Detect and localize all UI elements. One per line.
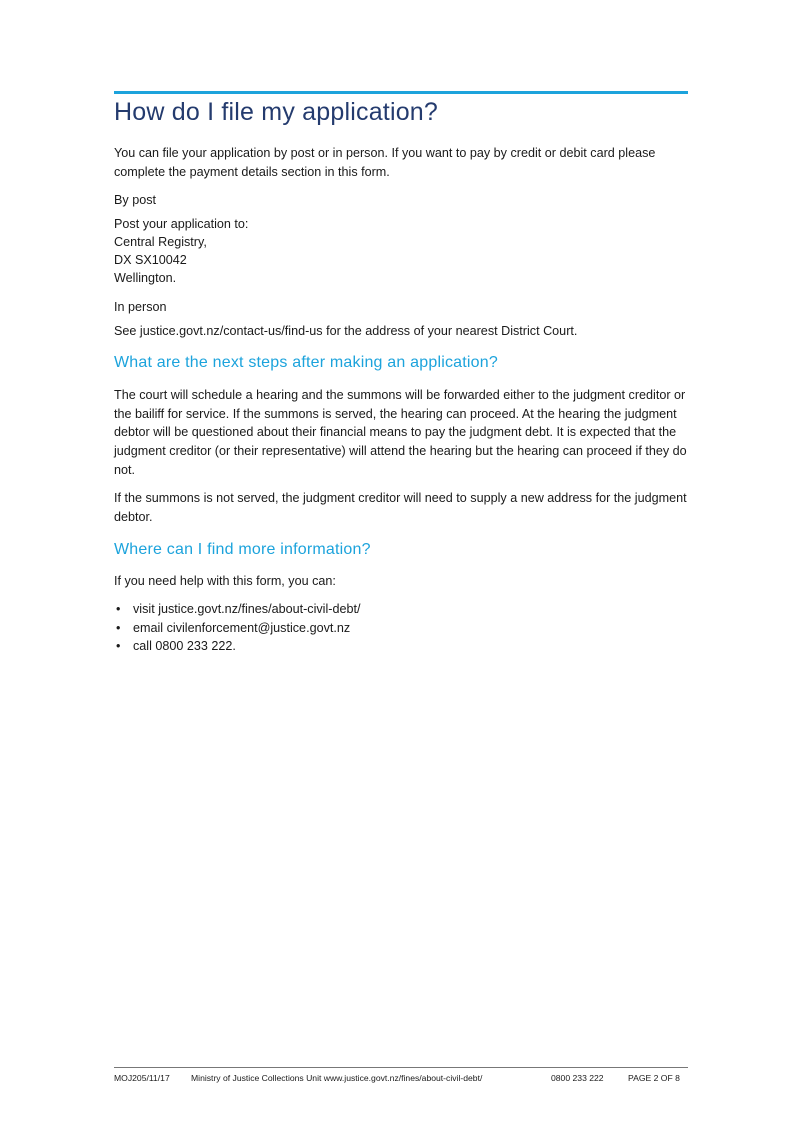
list-item-text: email civilenforcement@justice.govt.nz [133,620,351,635]
bullet-icon: • [116,639,121,654]
next-steps-heading: What are the next steps after making an application? [114,354,498,371]
more-info-heading: Where can I find more information? [114,541,371,558]
intro-paragraph: You can file your application by post or in person. If you want to pay by credit or debit card please complete the payment details section in this form. [114,146,656,179]
post-line-2: Central Registry, [114,235,207,249]
list-item-text: visit justice.govt.nz/fines/about-civil-debt/ [133,602,361,616]
document-page [114,0,688,1131]
page-title: How do I file my application? [114,98,439,126]
post-line-4: Wellington. [114,271,177,285]
footer-rule [114,1067,688,1068]
post-line-3: DX SX10042 [114,253,187,267]
list-item-text: call 0800 233 222. [133,639,236,654]
footer-unit: Ministry of Justice Collections Unit www.justice.govt.nz/fines/about-civil-debt/ [191,1073,483,1083]
footer-form-code: MOJ205/11/17 [114,1073,170,1083]
more-info-intro: If you need help with this form, you can: [114,574,336,588]
footer-phone: 0800 233 222 [551,1073,604,1083]
bullet-icon: • [116,620,121,635]
footer-page-number: PAGE 2 OF 8 [628,1073,680,1083]
bullet-icon: • [116,602,121,616]
next-steps-paragraph-2: If the summons is not served, the judgment creditor will need to supply a new address for the judgment debtor. [114,491,687,524]
in-person-text: See justice.govt.nz/contact-us/find-us for the address of your nearest District Court. [114,324,578,338]
post-line-1: Post your application to: [114,217,249,231]
in-person-label: In person [114,300,167,314]
list-item [114,600,361,619]
by-post-label: By post [114,193,156,207]
help-list [114,600,361,656]
top-rule [114,91,688,94]
list-item [114,619,361,638]
next-steps-paragraph-1: The court will schedule a hearing and the summons will be forwarded either to the judgment creditor or the bailiff for service. If the summons is served, the hearing can proceed. At the hearing the judgment debtor will be questioned about their financial means to pay the judgment debt. It is expected that the judgment creditor (or their representative) will attend the hearing but the hearing can proceed if they do not. [114,388,687,477]
list-item [114,637,361,656]
